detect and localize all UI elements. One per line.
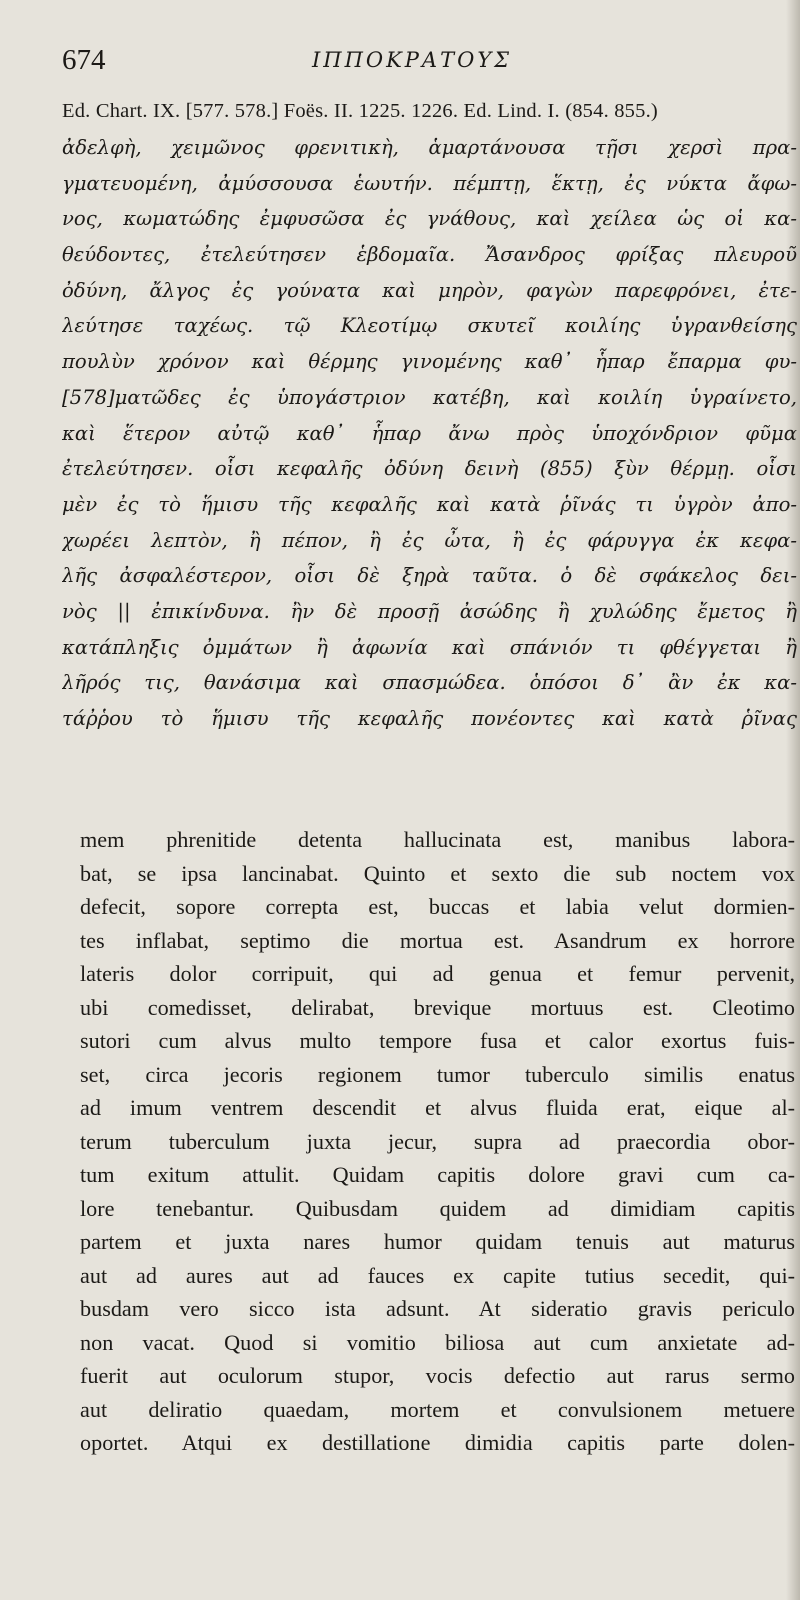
greek-text-line: χωρέει λεπτὸν, ἢ πέπον, ἢ ἐς ὦτα, ἢ ἐς φάρυγγα ἐκ κεφα- [62,528,797,552]
greek-text-line: τάῤῥου τὸ ἥμισυ τῆς κεφαλῆς πονέοντες καὶ κατὰ ῥῖνας [62,707,797,730]
greek-text-block [62,130,797,737]
latin-text-line: tes inflabat, septimo die mortua est. Asandrum ex horrore [80,927,795,953]
latin-text-line: set, circa jecoris regionem tumor tuberculo similis enatus [80,1061,795,1087]
latin-text-line: fuerit aut oculorum stupor, vocis defectio aut rarus sermo [80,1363,795,1388]
latin-text-line: tum exitum attulit. Quidam capitis dolore gravi cum ca- [80,1162,795,1187]
latin-translation-block [80,823,795,1460]
latin-text-line: partem et juxta nares humor quidam tenuis aut maturus [80,1229,795,1254]
greek-text-line: λῆς ἀσφαλέστερον, οἷσι δὲ ξηρὰ ταῦτα. ὁ δὲ σφάκελος δει- [62,564,797,588]
greek-text-line: λεύτησε ταχέως. τῷ Κλεοτίμῳ σκυτεῖ κοιλίης ὑγρανθείσης [62,314,797,338]
page-number: 674 [62,44,106,76]
greek-text-line: γματευομένη, ἀμύσσουσα ἑωυτήν. πέμπτῃ, ἕκτῃ, ἐς νύκτα ἄφω- [62,171,797,195]
latin-text-line: mem phrenitide detenta hallucinata est, manibus labora- [80,827,795,852]
latin-text-line: lateris dolor corripuit, qui ad genua et femur pervenit, [80,961,795,986]
latin-text-line: sutori cum alvus multo tempore fusa et calor exortus fuis- [80,1028,795,1053]
latin-text-line: oportet. Atqui ex destillatione dimidia capitis parte dolen- [80,1430,795,1455]
greek-text-line: ὀδύνη, ἄλγος ἐς γούνατα καὶ μηρὸν, φαγὼν παρεφρόνει, ἐτε- [62,278,797,302]
latin-text-line: aut deliratio quaedam, mortem et convulsionem metuere [80,1396,795,1422]
greek-text-line: ἐτελεύτησεν. οἷσι κεφαλῆς ὀδύνη δεινὴ (855) ξὺν θέρμῃ. οἷσι [62,457,797,481]
greek-text-line: νος, κωματώδης ἐμφυσῶσα ἐς γνάθους, καὶ χείλεα ὡς οἱ κα- [62,207,797,231]
greek-text-line: μὲν ἐς τὸ ἥμισυ τῆς κεφαλῆς καὶ κατὰ ῥῖνάς τι ὑγρὸν ἀπο- [62,492,797,516]
latin-text-line: non vacat. Quod si vomitio biliosa aut cum anxietate ad- [80,1329,795,1355]
latin-text-line: ubi comedisset, delirabat, brevique mortuus est. Cleotimo [80,994,795,1020]
greek-text-line: [578]ματῶδες ἐς ὑπογάστριον κατέβη, καὶ κοιλίη ὑγραίνετο, [62,385,797,409]
greek-text-line: νὸς || ἐπικίνδυνα. ἢν δὲ προσῇ ἀσώδης ἢ χυλώδης ἔμετος ἢ [62,599,797,623]
greek-text-line: θεύδοντες, ἐτελεύτησεν ἑβδομαῖα. Ἄσανδρος φρίξας πλευροῦ [62,243,797,267]
latin-text-line: ad imum ventrem descendit et alvus fluida erat, eique al- [80,1095,795,1120]
latin-text-line: aut ad aures aut ad fauces ex capite tutius secedit, qui- [80,1262,795,1288]
greek-text-line: ἀδελφὴ, χειμῶνος φρενιτικὴ, ἁμαρτάνουσα τῇσι χερσὶ πρα- [62,136,797,159]
greek-text-line: πουλὺν χρόνον καὶ θέρμης γινομένης καθ᾽ ἧπαρ ἔπαρμα φυ- [62,350,797,374]
page-header [62,44,762,88]
running-title: ΙΠΠΟΚΡΑΤΟΥΣ [311,48,513,72]
greek-text-line: λῆρός τις, θανάσιμα καὶ σπασμώδεα. ὁπόσοι δ᾽ ἂν ἐκ κα- [62,671,797,695]
latin-text-line: busdam vero sicco ista adsunt. At sideratio gravis periculo [80,1296,795,1321]
latin-text-line: bat, se ipsa lancinabat. Quinto et sexto die sub noctem vox [80,860,795,886]
latin-text-line: terum tuberculum juxta jecur, supra ad praecordia obor- [80,1128,795,1154]
edition-references: Ed. Chart. IX. [577. 578.] Foës. II. 1225. 1226. Ed. Lind. I. (854. 855.) [62,100,658,122]
greek-text-line: καὶ ἕτερον αὐτῷ καθ᾽ ἧπαρ ἄνω πρὸς ὑποχόνδριον φῦμα [62,421,797,445]
greek-text-line: κατάπληξις ὀμμάτων ἢ ἀφωνία καὶ σπάνιόν τι φθέγγεται ἢ [62,635,797,659]
latin-text-line: lore tenebantur. Quibusdam quidem ad dimidiam capitis [80,1195,795,1221]
latin-text-line: defecit, sopore correpta est, buccas et labia velut dormien- [80,894,795,919]
